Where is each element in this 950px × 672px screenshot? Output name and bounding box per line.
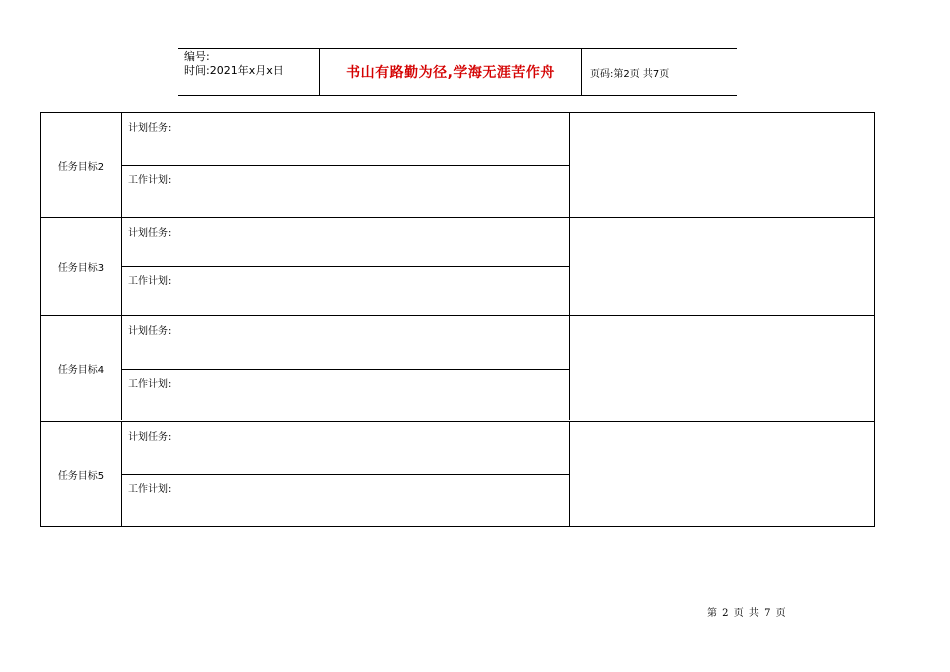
notes-cell[interactable] — [570, 422, 874, 526]
goal-label: 任务目标3 — [41, 218, 122, 315]
plan-task-label: 计划任务: — [128, 228, 172, 239]
document-header — [178, 48, 737, 96]
plan-task-cell[interactable] — [122, 113, 570, 165]
notes-cell[interactable] — [570, 218, 874, 315]
divider — [122, 369, 570, 370]
work-plan-label: 工作计划: — [128, 484, 172, 495]
work-plan-label: 工作计划: — [128, 276, 172, 287]
work-plan-cell[interactable] — [122, 474, 570, 526]
goal-label: 任务目标4 — [41, 316, 122, 420]
plan-task-label: 计划任务: — [128, 326, 172, 337]
divider — [122, 474, 570, 475]
work-plan-cell[interactable] — [122, 266, 570, 315]
work-plan-cell[interactable] — [122, 369, 570, 420]
notes-cell[interactable] — [570, 316, 874, 420]
plan-task-cell[interactable] — [122, 422, 570, 474]
plan-task-cell[interactable] — [122, 316, 570, 369]
serial-number-label: 编号: — [184, 50, 210, 63]
plan-task-label: 计划任务: — [128, 432, 172, 443]
notes-cell[interactable] — [570, 113, 874, 217]
goal-label: 任务目标2 — [41, 113, 122, 217]
goal-label: 任务目标5 — [41, 422, 122, 526]
work-plan-label: 工作计划: — [128, 379, 172, 390]
motto-text: 书山有路勤为径,学海无涯苦作舟 — [320, 49, 582, 95]
divider — [122, 165, 570, 166]
plan-task-label: 计划任务: — [128, 123, 172, 134]
divider — [122, 266, 570, 267]
page-footer: 第 2 页 共 7 页 — [707, 608, 787, 619]
header-meta — [178, 49, 320, 95]
date-label: 时间:2021年x月x日 — [184, 64, 284, 77]
goal-row — [41, 316, 874, 420]
work-plan-label: 工作计划: — [128, 175, 172, 186]
page-info: 页码:第2页 共7页 — [590, 68, 670, 80]
plan-task-cell[interactable] — [122, 218, 570, 266]
work-plan-cell[interactable] — [122, 165, 570, 217]
goals-table — [40, 112, 875, 527]
